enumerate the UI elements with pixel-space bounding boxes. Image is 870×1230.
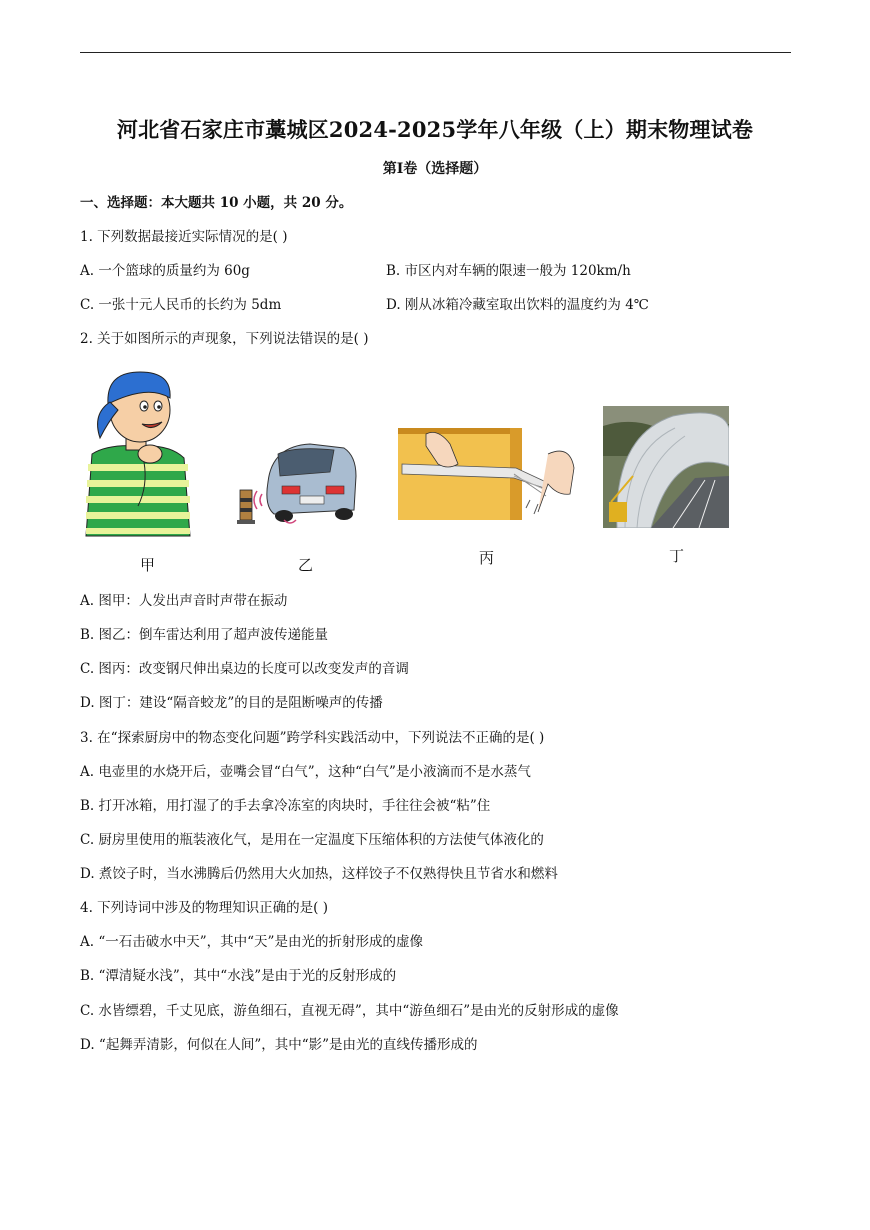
q1-option-c: C. 一张十元人民币的长约为 5dm bbox=[80, 297, 282, 313]
header-rule bbox=[80, 52, 791, 53]
figure-jia-boy bbox=[78, 366, 202, 542]
figure-caption-bing: 丙 bbox=[479, 549, 495, 567]
q4-option-c: C. 水皆缥碧，千丈见底，游鱼细石，直视无碍”，其中“游鱼细石”是由光的反射形成的虚像 bbox=[80, 1003, 619, 1019]
q3-option-d: D. 煮饺子时，当水沸腾后仍然用大火加热，这样饺子不仅熟得快且节省水和燃料 bbox=[80, 866, 558, 882]
q3-stem: 3. 在“探索厨房中的物态变化问题”跨学科实践活动中，下列说法不正确的是( ) bbox=[80, 730, 545, 746]
q3-option-c: C. 厨房里使用的瓶装液化气，是用在一定温度下压缩体积的方法使气体液化的 bbox=[80, 832, 544, 848]
q3-option-b: B. 打开冰箱，用打湿了的手去拿冷冻室的肉块时，手往往会被“粘”住 bbox=[80, 798, 491, 814]
figure-caption-jia: 甲 bbox=[140, 556, 156, 574]
q1-stem: 1. 下列数据最接近实际情况的是( ) bbox=[80, 229, 288, 245]
q4-stem: 4. 下列诗词中涉及的物理知识正确的是( ) bbox=[80, 900, 328, 916]
section-volume-title: 第Ⅰ卷（选择题） bbox=[382, 161, 488, 177]
page-title: 河北省石家庄市藁城区2024-2025学年八年级（上）期末物理试卷 bbox=[116, 117, 754, 142]
q1-option-b: B. 市区内对车辆的限速一般为 120km/h bbox=[386, 263, 631, 279]
q4-option-b: B. “潭清疑水浅”，其中“水浅”是由于光的反射形成的 bbox=[80, 968, 397, 984]
figure-caption-yi: 乙 bbox=[298, 556, 314, 574]
q2-option-a: A. 图甲：人发出声音时声带在振动 bbox=[80, 593, 288, 609]
q2-stem: 2. 关于如图所示的声现象，下列说法错误的是( ) bbox=[80, 331, 369, 347]
q4-option-d: D. “起舞弄清影，何似在人间”，其中“影”是由光的直线传播形成的 bbox=[80, 1037, 478, 1053]
q1-option-a: A. 一个篮球的质量约为 60g bbox=[80, 263, 250, 279]
q4-option-a: A. “一石击破水中天”，其中“天”是由光的折射形成的虚像 bbox=[80, 934, 423, 950]
figure-ding-sound-barrier bbox=[603, 406, 729, 528]
figure-yi-car-radar bbox=[234, 436, 360, 528]
q2-option-d: D. 图丁：建设“隔音蛟龙”的目的是阻断噪声的传播 bbox=[80, 695, 383, 711]
q2-option-c: C. 图丙：改变钢尺伸出桌边的长度可以改变发声的音调 bbox=[80, 661, 409, 677]
q3-option-a: A. 电壶里的水烧开后，壶嘴会冒“白气”，这种“白气”是小液滴而不是水蒸气 bbox=[80, 764, 531, 780]
figure-bing-ruler bbox=[398, 424, 580, 524]
figure-caption-ding: 丁 bbox=[669, 547, 685, 565]
q2-option-b: B. 图乙：倒车雷达利用了超声波传递能量 bbox=[80, 627, 329, 643]
section-heading: 一、选择题：本大题共 10 小题，共 20 分。 bbox=[80, 195, 353, 211]
q1-option-d: D. 刚从冰箱冷藏室取出饮料的温度约为 4℃ bbox=[386, 297, 649, 313]
